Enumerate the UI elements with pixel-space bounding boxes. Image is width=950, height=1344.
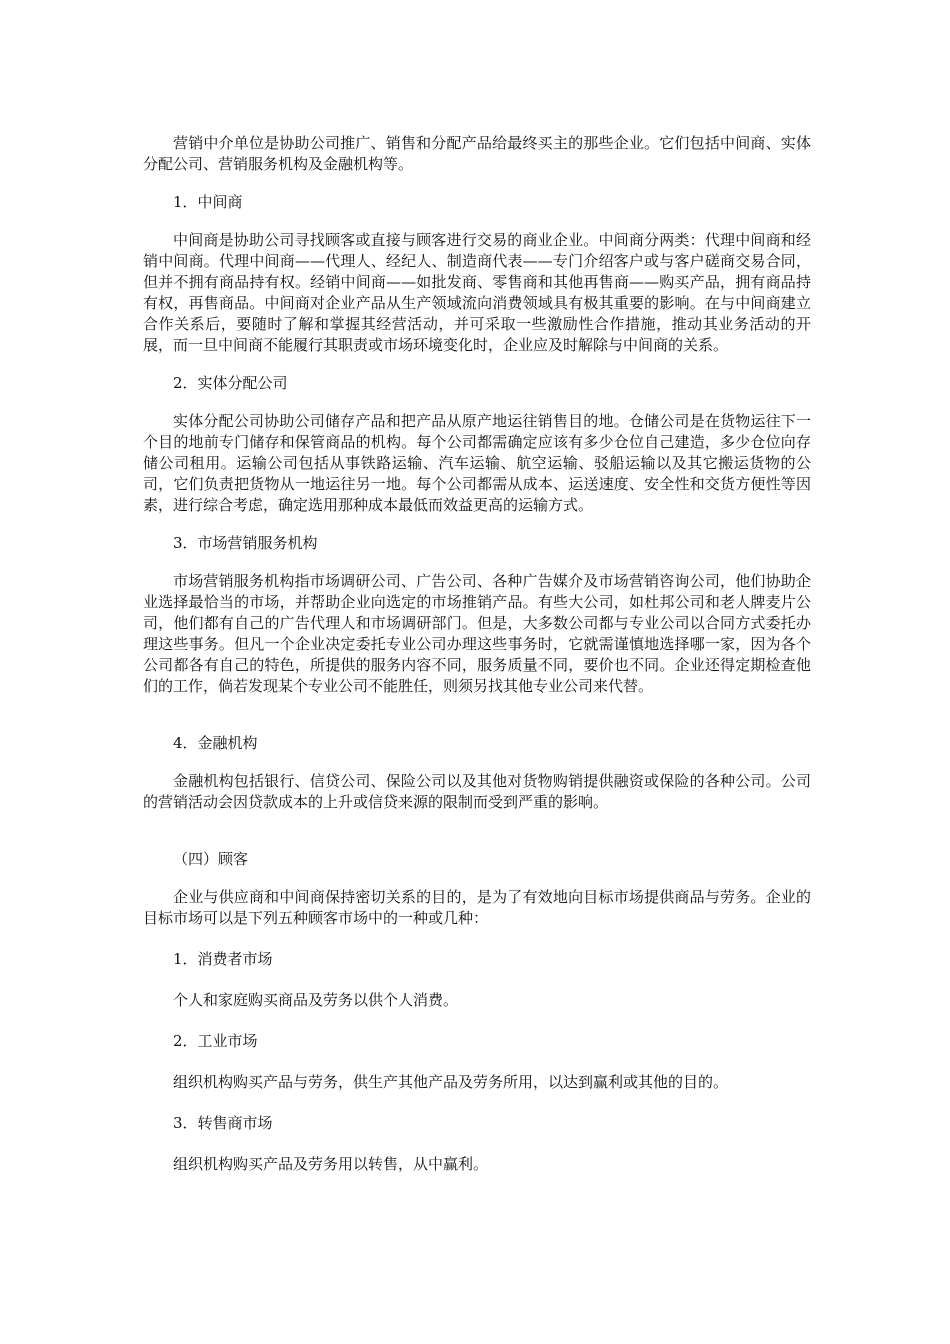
market-heading-reseller: 3．转售商市场 — [173, 1114, 273, 1132]
market-body-industrial: 组织机构购买产品与劳务，供生产其他产品及劳务所用，以达到赢利或其他的目的。 — [173, 1073, 729, 1091]
spacer — [143, 213, 811, 230]
section-heading-customers: （四）顾客 — [173, 850, 249, 868]
spacer — [143, 754, 811, 771]
section-body-customers: 企业与供应商和中间商保持密切关系的目的，是为了有效地向目标市场提供商品与劳务。企业的目标市场可以是下列五种顾客市场中的一种或几种： — [143, 888, 811, 927]
section-heading-marketing-services: 3．市场营销服务机构 — [173, 534, 318, 552]
spacer — [143, 929, 811, 949]
market-body-consumer: 个人和家庭购买商品及劳务以供个人消费。 — [173, 991, 459, 1009]
spacer — [143, 970, 811, 990]
section-heading-physical-distribution: 2．实体分配公司 — [173, 374, 288, 392]
section-body-financial-institutions: 金融机构包括银行、信贷公司、保险公司以及其他对货物购销提供融资或保险的各种公司。公司的营销活动会因贷款成本的上升或信贷来源的限制而受到严重的影响。 — [143, 772, 811, 811]
market-body-reseller: 组织机构购买产品及劳务用以转售，从中赢利。 — [173, 1155, 489, 1173]
spacer — [143, 175, 811, 192]
spacer — [143, 870, 811, 887]
section-body-intermediaries: 中间商是协助公司寻找顾客或直接与顾客进行交易的商业企业。中间商分两类：代理中间商和经销中间商。代理中间商——代理人、经纪人、制造商代表——专门介绍客户或与客户磋商交易合同，但并不拥有商品持有权。经销中间商——如批发商、零售商和其他再售商——购买产品，拥有商品持有权，再售商品。中间商对企业产品从生产领域流向消费领域具有极其重要的影响。在与中间商建立合作关系后，要随时了解和掌握其经营活动，并可采取一些激励性合作措施，推动其业务活动的开展，而一旦中间商不能履行其职责或市场环境变化时，企业应及时解除与中间商的关系。 — [143, 231, 811, 354]
spacer — [143, 1093, 811, 1113]
spacer — [143, 697, 811, 733]
spacer — [143, 813, 811, 849]
spacer — [143, 1052, 811, 1072]
spacer — [143, 1134, 811, 1154]
spacer — [143, 516, 811, 533]
spacer — [143, 356, 811, 373]
intro-paragraph: 营销中介单位是协助公司推广、销售和分配产品给最终买主的那些企业。它们包括中间商、实体分配公司、营销服务机构及金融机构等。 — [143, 134, 811, 173]
section-heading-financial-institutions: 4．金融机构 — [173, 734, 258, 752]
spacer — [143, 394, 811, 411]
market-heading-industrial: 2．工业市场 — [173, 1032, 258, 1050]
section-heading-intermediaries: 1．中间商 — [173, 193, 243, 211]
section-body-physical-distribution: 实体分配公司协助公司储存产品和把产品从原产地运往销售目的地。仓储公司是在货物运往下一个目的地前专门储存和保管商品的机构。每个公司都需确定应该有多少仓位自己建造，多少仓位向存储公司租用。运输公司包括从事铁路运输、汽车运输、航空运输、驳船运输以及其它搬运货物的公司，它们负责把货物从一地运往另一地。每个公司都需从成本、运送速度、安全性和交货方便性等因素，进行综合考虑，确定选用那种成本最低而效益更高的运输方式。 — [143, 412, 811, 514]
section-body-marketing-services: 市场营销服务机构指市场调研公司、广告公司、各种广告媒介及市场营销咨询公司，他们协助企业选择最恰当的市场，并帮助企业向选定的市场推销产品。有些大公司，如杜邦公司和老人牌麦片公司，他们都有自己的广告代理人和市场调研部门。但是，大多数公司都与专业公司以合同方式委托办理这些事务。但凡一个企业决定委托专业公司办理这些事务时，它就需谨慎地选择哪一家，因为各个公司都各有自己的特色，所提供的服务内容不同，服务质量不同，要价也不同。企业还得定期检查他们的工作，倘若发现某个专业公司不能胜任，则须另找其他专业公司来代替。 — [143, 572, 811, 695]
document-body — [143, 133, 811, 1175]
spacer — [143, 554, 811, 571]
spacer — [143, 1011, 811, 1031]
market-heading-consumer: 1．消费者市场 — [173, 950, 273, 968]
